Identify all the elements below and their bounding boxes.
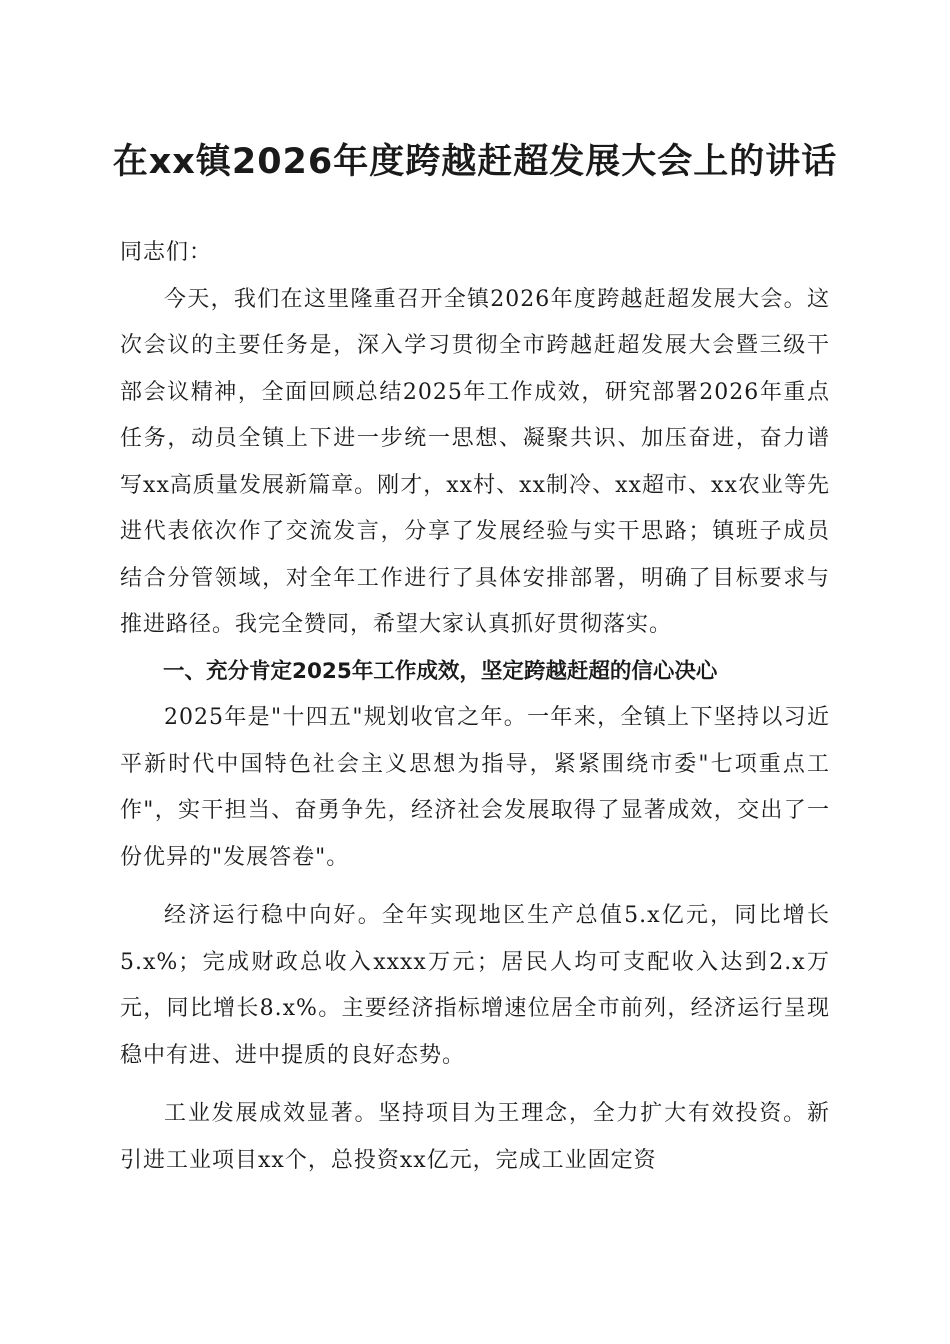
paragraph-intro: 今天，我们在这里隆重召开全镇2026年度跨越赶超发展大会。这次会议的主要任务是，深入学习贯彻全市跨越赶超发展大会暨三级干部会议精神，全面回顾总结2025年工作成效，研究部署2026年重点任务，动员全镇上下进一步统一思想、凝聚共识、加压奋进，奋力谱写xx高质量发展新篇章。刚才，xx村、xx制冷、xx超市、xx农业等先进代表依次作了交流发言，分享了发展经验与实干思路；镇班子成员结合分管领域，对全年工作进行了具体安排部署，明确了目标要求与推进路径。我完全赞同，希望大家认真抓好贯彻落实。: [120, 286, 830, 637]
document-body: [120, 230, 830, 1184]
paragraph-economy: 经济运行稳中向好。全年实现地区生产总值5.x亿元，同比增长5.x%；完成财政总收入xxxx万元；居民人均可支配收入达到2.x万元，同比增长8.x%。主要经济指标增速位居全市前列，经济运行呈现稳中有进、进中提质的良好态势。: [120, 903, 830, 1068]
document-title: 在xx镇2026年度跨越赶超发展大会上的讲话: [112, 142, 838, 182]
paragraph-industry: 工业发展成效显著。坚持项目为王理念，全力扩大有效投资。新引进工业项目xx个，总投资xx亿元，完成工业固定资: [120, 1101, 830, 1173]
paragraph-summary: 2025年是"十四五"规划收官之年。一年来，全镇上下坚持以习近平新时代中国特色社会主义思想为指导，紧紧围绕市委"七项重点工作"，实干担当、奋勇争先，经济社会发展取得了显著成效，交出了一份优异的"发展答卷"。: [120, 705, 830, 870]
salutation: 同志们：: [120, 240, 213, 265]
section-heading-1: 一、充分肯定2025年工作成效，坚定跨越赶超的信心决心: [163, 658, 718, 684]
